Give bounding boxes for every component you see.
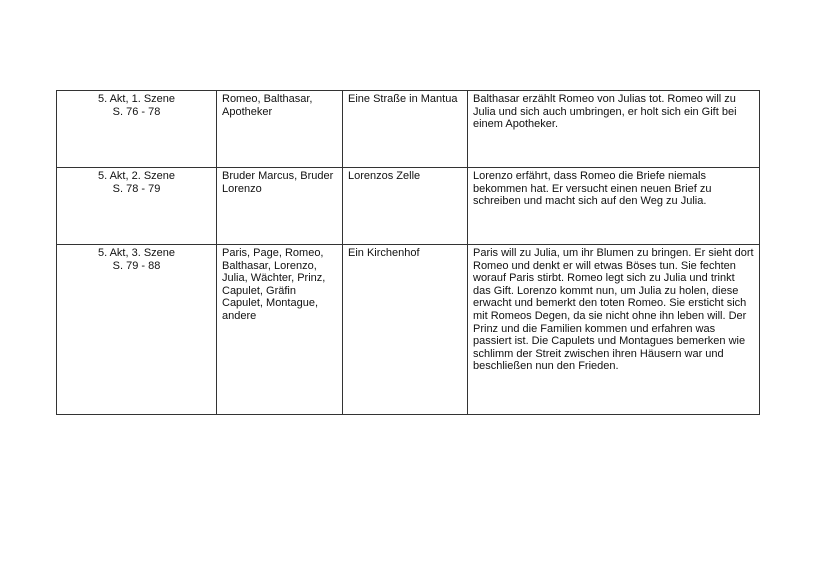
place-text: Ein Kirchenhof	[348, 247, 420, 259]
table-row	[57, 91, 760, 168]
page-range: S. 76 - 78	[112, 105, 161, 118]
summary-text: Lorenzo erfährt, dass Romeo die Briefe niemals bekommen hat. Er versucht einen neuen Brief zu schreiben und macht sich auf den Weg zu Julia.	[473, 170, 712, 208]
act-scene-label: 5. Akt, 2. Szene	[97, 170, 176, 182]
persons-cell	[217, 245, 343, 415]
act-scene-label: 5. Akt, 1. Szene	[97, 93, 176, 105]
page-range: S. 79 - 88	[112, 259, 161, 272]
persons-text: Romeo, Balthasar, Apotheker	[222, 93, 313, 118]
summary-cell	[468, 245, 760, 415]
place-cell	[343, 168, 468, 245]
persons-text: Paris, Page, Romeo, Balthasar, Lorenzo, Julia, Wächter, Prinz, Capulet, Gräfin Capulet, Montague, andere	[222, 247, 326, 322]
table-row	[57, 168, 760, 245]
summary-text: Balthasar erzählt Romeo von Julias tot. Romeo will zu Julia und sich auch umbringen, er holt sich ein Gift bei einem Apotheker.	[473, 93, 737, 131]
act-scene-cell	[57, 91, 217, 168]
persons-text: Bruder Marcus, Bruder Lorenzo	[222, 170, 334, 195]
act-scene-label: 5. Akt, 3. Szene	[97, 247, 176, 259]
persons-cell	[217, 168, 343, 245]
place-cell	[343, 245, 468, 415]
place-text: Eine Straße in Mantua	[348, 93, 458, 105]
place-text: Lorenzos Zelle	[348, 170, 421, 182]
place-cell	[343, 91, 468, 168]
summary-text: Paris will zu Julia, um ihr Blumen zu bringen. Er sieht dort Romeo und denkt er will etwas Böses tun. Sie fechten worauf Paris stirbt. Romeo legt sich zu Julia und trinkt das Gift. Lorenzo kommt nun, um Julia zu holen, diese erwacht und bemerkt den toten Romeo. Sie ersticht sich mit Romeos Degen, da sie nicht ohne ihn leben will. Der Prinz und die Familien kommen und erfahren was passiert ist. Die Capulets und Montagues bemerken wie schlimm der Streit zwischen ihren Häusern war und beschließen nun den Frieden.	[473, 247, 754, 373]
scene-table	[56, 90, 760, 415]
act-scene-cell	[57, 168, 217, 245]
summary-cell	[468, 168, 760, 245]
summary-cell	[468, 91, 760, 168]
page-range: S. 78 - 79	[112, 182, 161, 195]
table-row	[57, 245, 760, 415]
persons-cell	[217, 91, 343, 168]
act-scene-cell	[57, 245, 217, 415]
